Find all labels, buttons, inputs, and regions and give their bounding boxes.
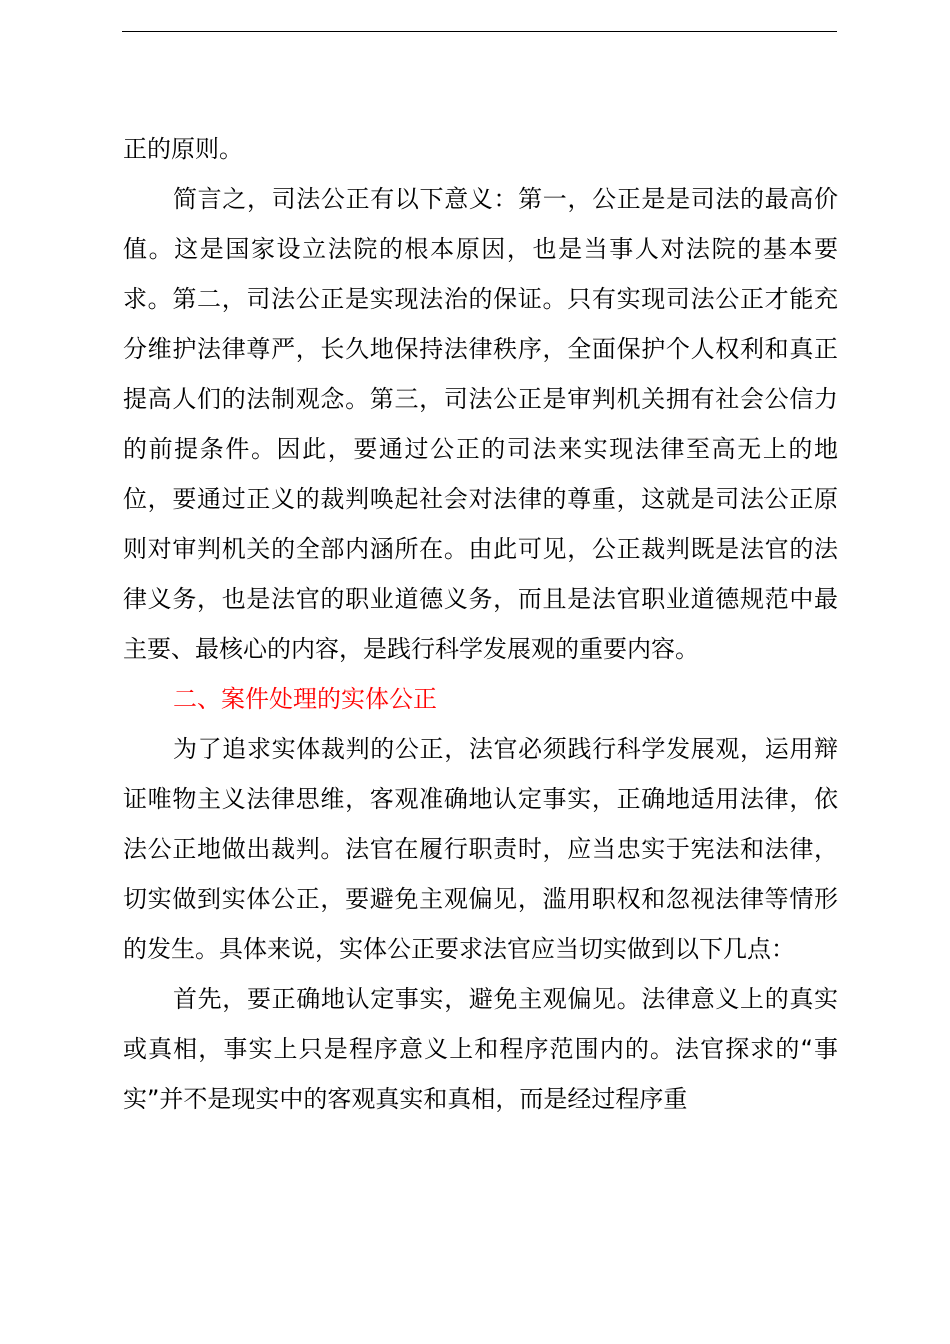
paragraph-continuation: 正的原则。 (123, 135, 243, 163)
header-rule (122, 31, 837, 32)
paragraph-significance: 简言之，司法公正有以下意义：第一，公正是是司法的最高价值。这是国家设立法院的根本原因，也是当事人对法院的基本要求。第二，司法公正是实现法治的保证。只有实现司法公正才能充分维护法律尊严，长久地保持法律秩序，全面保护个人权利和真正提高人们的法制观念。第三，司法公正是审判机关拥有社会公信力的前提条件。因此，要通过公正的司法来实现法律至高无上的地位，要通过正义的裁判唤起社会对法律的尊重，这就是司法公正原则对审判机关的全部内涵所在。由此可见，公正裁判既是法官的法律义务，也是法官的职业道德义务，而且是法官职业道德规范中最主要、最核心的内容，是践行科学发展观的重要内容。 (123, 185, 838, 663)
document-body (123, 124, 838, 1124)
section-heading: 二、案件处理的实体公正 (173, 685, 437, 713)
paragraph-substantive-justice: 为了追求实体裁判的公正，法官必须践行科学发展观，运用辩证唯物主义法律思维，客观准确地认定事实，正确地适用法律，依法公正地做出裁判。法官在履行职责时，应当忠实于宪法和法律，切实做到实体公正，要避免主观偏见，滥用职权和忽视法律等情形的发生。具体来说，实体公正要求法官应当切实做到以下几点： (123, 735, 838, 963)
paragraph-facts: 首先，要正确地认定事实，避免主观偏见。法律意义上的真实或真相，事实上只是程序意义上和程序范围内的。法官探求的“事实”并不是现实中的客观真实和真相，而是经过程序重 (123, 985, 838, 1113)
